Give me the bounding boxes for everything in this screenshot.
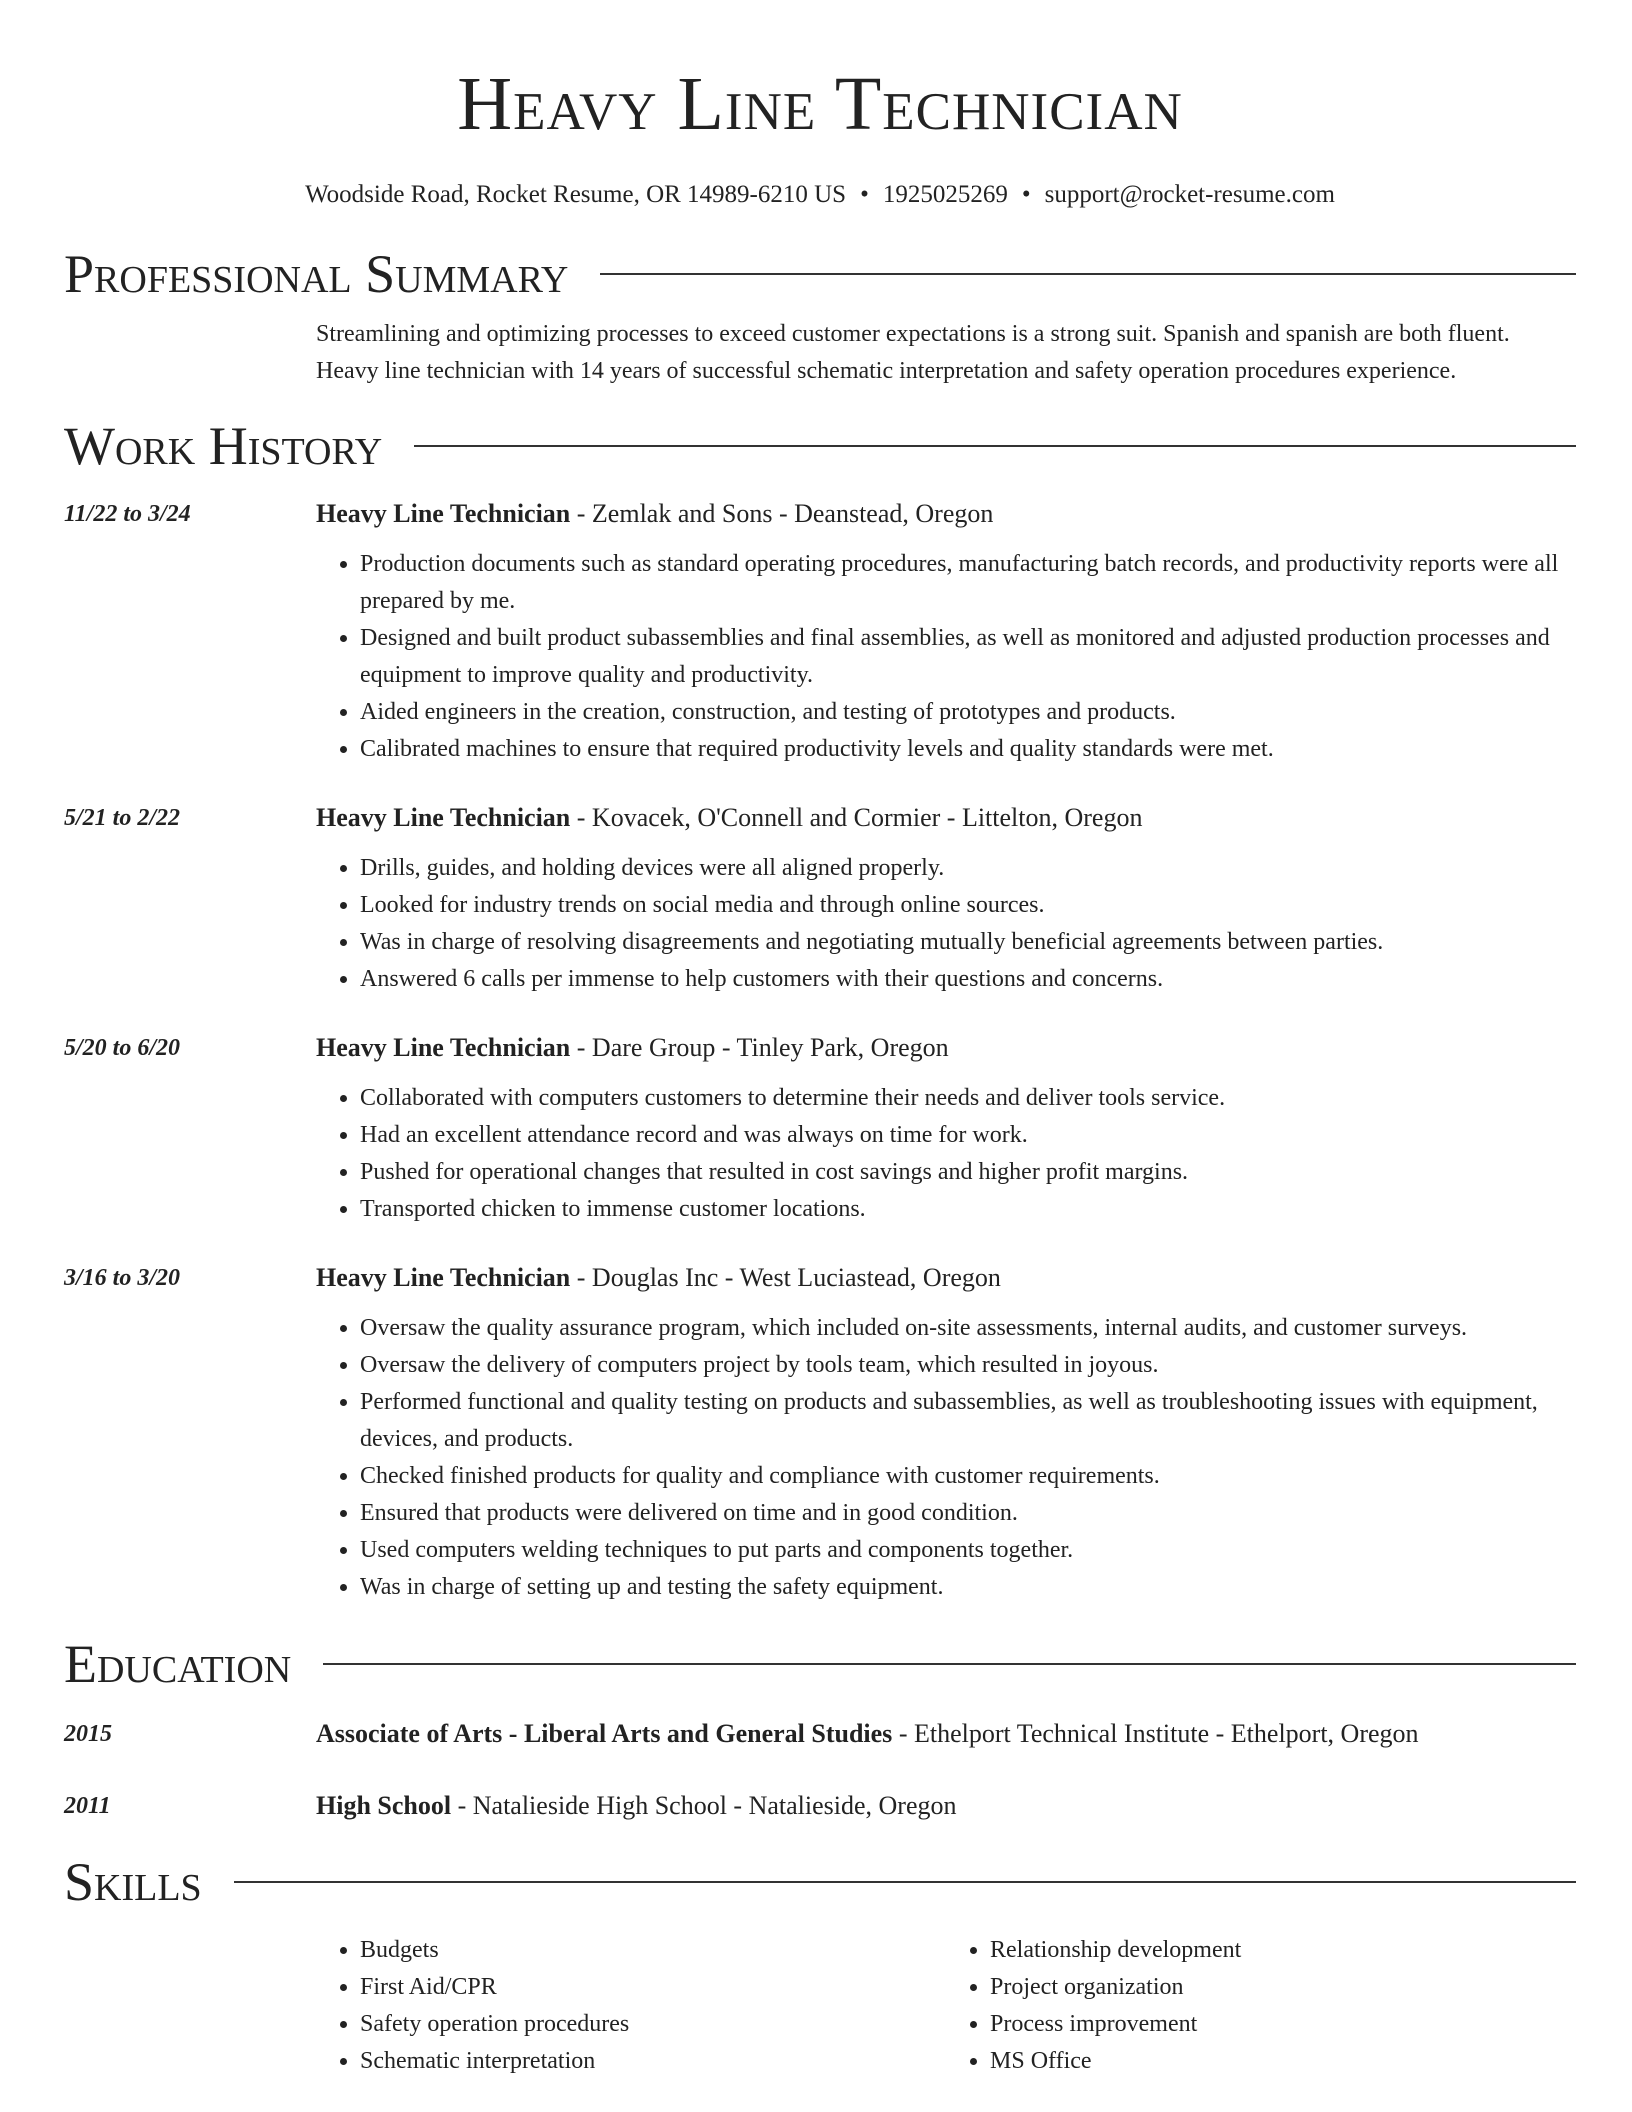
job-entry <box>64 1260 1576 1606</box>
job-dates: 5/21 to 2/22 <box>64 805 181 831</box>
skill-item: • Budgets <box>360 1932 946 1969</box>
job-bullet: • Looked for industry trends on social media and through online sources. <box>360 887 1576 924</box>
skill-item: • MS Office <box>990 2043 1576 2080</box>
job-role: Heavy Line Technician <box>316 803 571 832</box>
separator: • <box>860 181 869 208</box>
separator: • <box>1021 181 1031 208</box>
summary-section-header <box>64 242 1576 306</box>
job-role: Heavy Line Technician <box>316 1263 571 1292</box>
section-divider <box>600 273 1576 275</box>
job-bullet: • Collaborated with computers customers to determine their needs and deliver tools service. <box>360 1080 1576 1117</box>
education-entry <box>64 1788 1576 1824</box>
job-bullet: • Transported chicken to immense customer locations. <box>360 1191 1576 1228</box>
skill-item: • First Aid/CPR <box>360 1969 946 2006</box>
job-entry <box>64 1030 1576 1228</box>
job-bullet: • Oversaw the delivery of computers project by tools team, which resulted in joyous. <box>360 1347 1576 1384</box>
section-divider <box>323 1663 1576 1665</box>
skill-item: • Project organization <box>990 1969 1576 2006</box>
address: Woodside Road, Rocket Resume, OR 14989-6210 US <box>305 181 847 208</box>
job-dates: 5/20 to 6/20 <box>64 1035 181 1061</box>
job-bullets <box>316 1310 1576 1606</box>
job-dates: 3/16 to 3/20 <box>64 1265 181 1291</box>
job-entry <box>64 496 1576 768</box>
education-details: - Ethelport Technical Institute - Ethelport, Oregon <box>892 1719 1419 1748</box>
job-entry <box>64 800 1576 998</box>
summary-line: Heavy line technician with 14 years of successful schematic interpretation and safety operation procedures experience. <box>316 358 1457 384</box>
education-line <box>316 1788 1576 1824</box>
section-divider <box>414 445 1576 447</box>
job-role: Heavy Line Technician <box>316 1033 571 1062</box>
job-bullet: • Calibrated machines to ensure that required productivity levels and quality standards were met. <box>360 731 1576 768</box>
education-year: 2011 <box>64 1793 111 1819</box>
job-bullet: • Drills, guides, and holding devices were all aligned properly. <box>360 850 1576 887</box>
resume-page <box>64 0 1576 2080</box>
job-bullet: • Production documents such as standard operating procedures, manufacturing batch records, and productivity reports were all prepared by me. <box>360 546 1576 620</box>
skills-section-header <box>64 1850 1576 1914</box>
summary-title: Professional Summary <box>64 244 569 304</box>
education-line <box>316 1716 1576 1752</box>
work-title: Work History <box>64 416 383 476</box>
job-bullet: • Ensured that products were delivered on time and in good condition. <box>360 1495 1576 1532</box>
section-divider <box>234 1881 1576 1883</box>
candidate-name: Heavy Line Technician <box>457 62 1183 146</box>
job-bullet: • Oversaw the quality assurance program, which included on-site assessments, internal audits, and customer surveys. <box>360 1310 1576 1347</box>
job-dates: 11/22 to 3/24 <box>64 501 191 527</box>
skills-list <box>316 1932 1576 2080</box>
education-year: 2015 <box>64 1721 112 1747</box>
job-details: - Douglas Inc - West Luciastead, Oregon <box>570 1263 1001 1292</box>
skills-column-left <box>316 1932 946 2080</box>
education-section-header <box>64 1632 1576 1696</box>
job-bullet: • Was in charge of setting up and testing the safety equipment. <box>360 1569 1576 1606</box>
skill-item: • Relationship development <box>990 1932 1576 1969</box>
job-title-line <box>316 1030 1576 1066</box>
job-bullet: • Checked finished products for quality and compliance with customer requirements. <box>360 1458 1576 1495</box>
job-bullet: • Aided engineers in the creation, construction, and testing of prototypes and products. <box>360 694 1576 731</box>
job-bullet: • Performed functional and quality testing on products and subassemblies, as well as troubleshooting issues with equipment, devices, and products. <box>360 1384 1576 1458</box>
contact-line <box>64 178 1576 212</box>
summary-text <box>316 316 1576 390</box>
skill-item: • Safety operation procedures <box>360 2006 946 2043</box>
job-bullet: • Used computers welding techniques to put parts and components together. <box>360 1532 1576 1569</box>
job-bullet: • Designed and built product subassemblies and final assemblies, as well as monitored and adjusted production processes and equipment to improve quality and productivity. <box>360 620 1576 694</box>
work-section-header <box>64 414 1576 478</box>
job-bullet: • Was in charge of resolving disagreements and negotiating mutually beneficial agreements between parties. <box>360 924 1576 961</box>
job-bullet: • Had an excellent attendance record and was always on time for work. <box>360 1117 1576 1154</box>
education-degree: High School <box>316 1791 452 1820</box>
job-bullets <box>316 850 1576 998</box>
job-bullet: • Pushed for operational changes that resulted in cost savings and higher profit margins. <box>360 1154 1576 1191</box>
education-title: Education <box>64 1634 292 1694</box>
education-degree: Associate of Arts - Liberal Arts and General Studies <box>316 1719 893 1748</box>
job-bullets <box>316 546 1576 768</box>
education-details: - Natalieside High School - Natalieside, Oregon <box>451 1791 957 1820</box>
email[interactable]: support@rocket-resume.com <box>1044 181 1335 208</box>
education-entry <box>64 1716 1576 1752</box>
job-details: - Zemlak and Sons - Deanstead, Oregon <box>570 499 994 528</box>
skills-column-right <box>946 1932 1576 2080</box>
job-details: - Dare Group - Tinley Park, Oregon <box>570 1033 949 1062</box>
job-details: - Kovacek, O'Connell and Cormier - Littelton, Oregon <box>570 803 1143 832</box>
job-role: Heavy Line Technician <box>316 499 571 528</box>
job-title-line <box>316 800 1576 836</box>
skill-item: • Schematic interpretation <box>360 2043 946 2080</box>
job-title-line <box>316 496 1576 532</box>
job-bullet: • Answered 6 calls per immense to help customers with their questions and concerns. <box>360 961 1576 998</box>
skills-title: Skills <box>64 1852 202 1912</box>
phone: 1925025269 <box>882 181 1008 208</box>
job-title-line <box>316 1260 1576 1296</box>
summary-line: Streamlining and optimizing processes to exceed customer expectations is a strong suit. Spanish and spanish are both fluent. <box>316 321 1510 347</box>
job-bullets <box>316 1080 1576 1228</box>
skill-item: • Process improvement <box>990 2006 1576 2043</box>
